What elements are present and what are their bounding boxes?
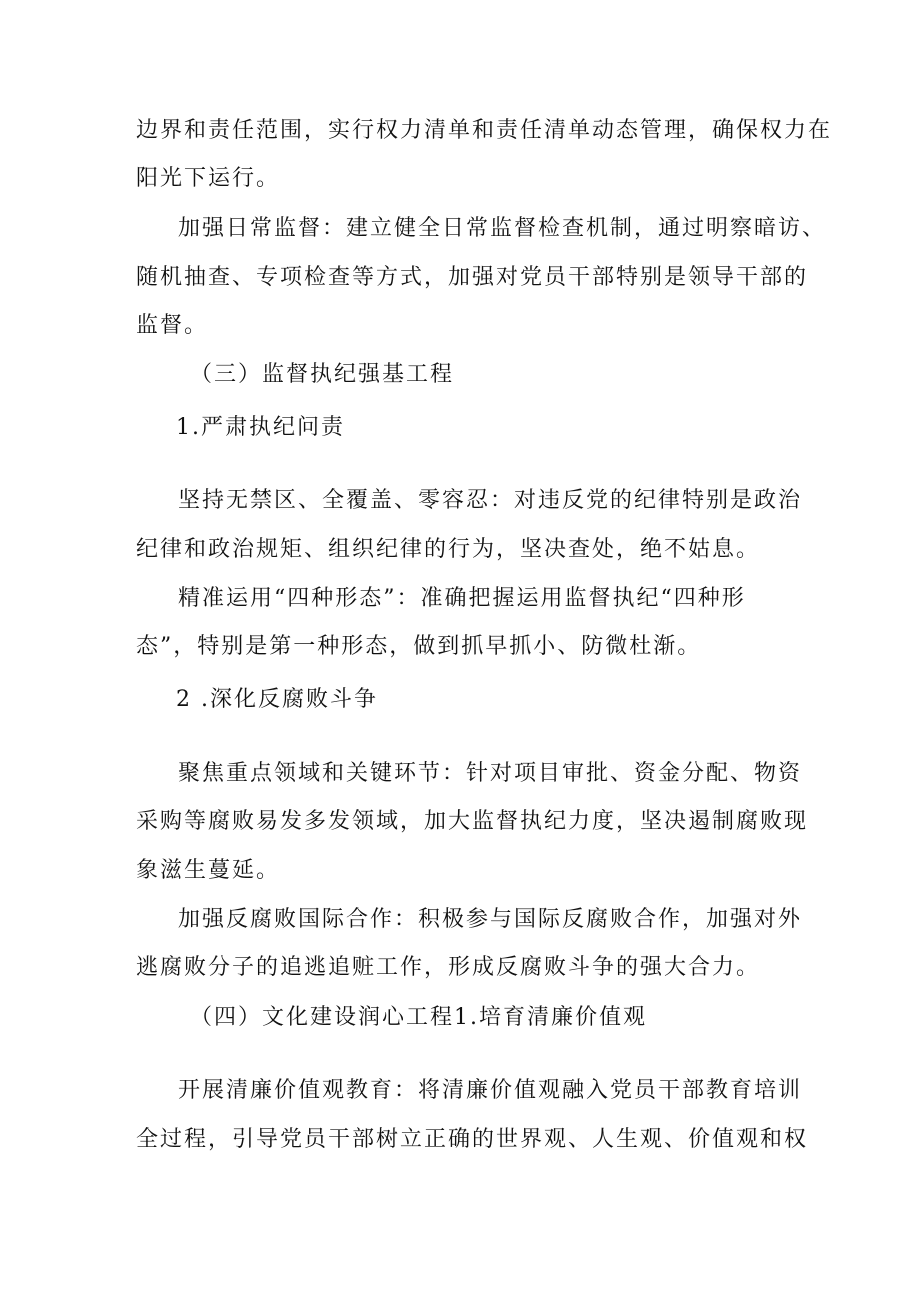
paragraph-line: 象滋生蔓延。 [136,858,281,883]
paragraph-line: 采购等腐败易发多发领域，加大监督执纪力度，坚决遏制腐败现 [136,809,809,834]
section-heading: （三）监督执纪强基工程 [190,362,455,387]
paragraph-line: 纪律和政治规矩、组织纪律的行为，坚决查处，绝不姑息。 [136,537,761,562]
paragraph-line: 加强日常监督：建立健全日常监督检查机制，通过明察暗访、 [178,216,827,241]
paragraph-line: 坚持无禁区、全覆盖、零容忍：对违反党的纪律特别是政治 [178,488,803,513]
paragraph-line: 开展清廉价值观教育：将清廉价值观融入党员干部教育培训 [178,1078,803,1103]
paragraph-line: 逃腐败分子的追逃追赃工作，形成反腐败斗争的强大合力。 [136,955,761,980]
paragraph-line: 聚焦重点领域和关键环节：针对项目审批、资金分配、物资 [178,761,803,786]
paragraph-line: 全过程，引导党员干部树立正确的世界观、人生观、价值观和权 [136,1127,809,1152]
paragraph-line: 阳光下运行。 [136,166,281,191]
paragraph-line: 随机抽查、专项检查等方式，加强对党员干部特别是领导干部的 [136,265,809,290]
paragraph-line: 态”，特别是第一种形态，做到抓早抓小、防微杜渐。 [136,634,702,659]
paragraph-line: 精准运用“四种形态”：准确把握运用监督执纪“四种形 [178,586,746,611]
paragraph-line: 加强反腐败国际合作：积极参与国际反腐败合作，加强对外 [178,907,803,932]
subsection-heading: 2 .深化反腐败斗争 [176,687,378,712]
paragraph-line: 监督。 [136,313,209,338]
subsection-heading: 1.严肃执纪问责 [176,415,345,440]
paragraph-line: 边界和责任范围，实行权力清单和责任清单动态管理，确保权力在 [136,118,833,143]
section-heading: （四）文化建设润心工程1.培育清廉价值观 [190,1005,647,1030]
